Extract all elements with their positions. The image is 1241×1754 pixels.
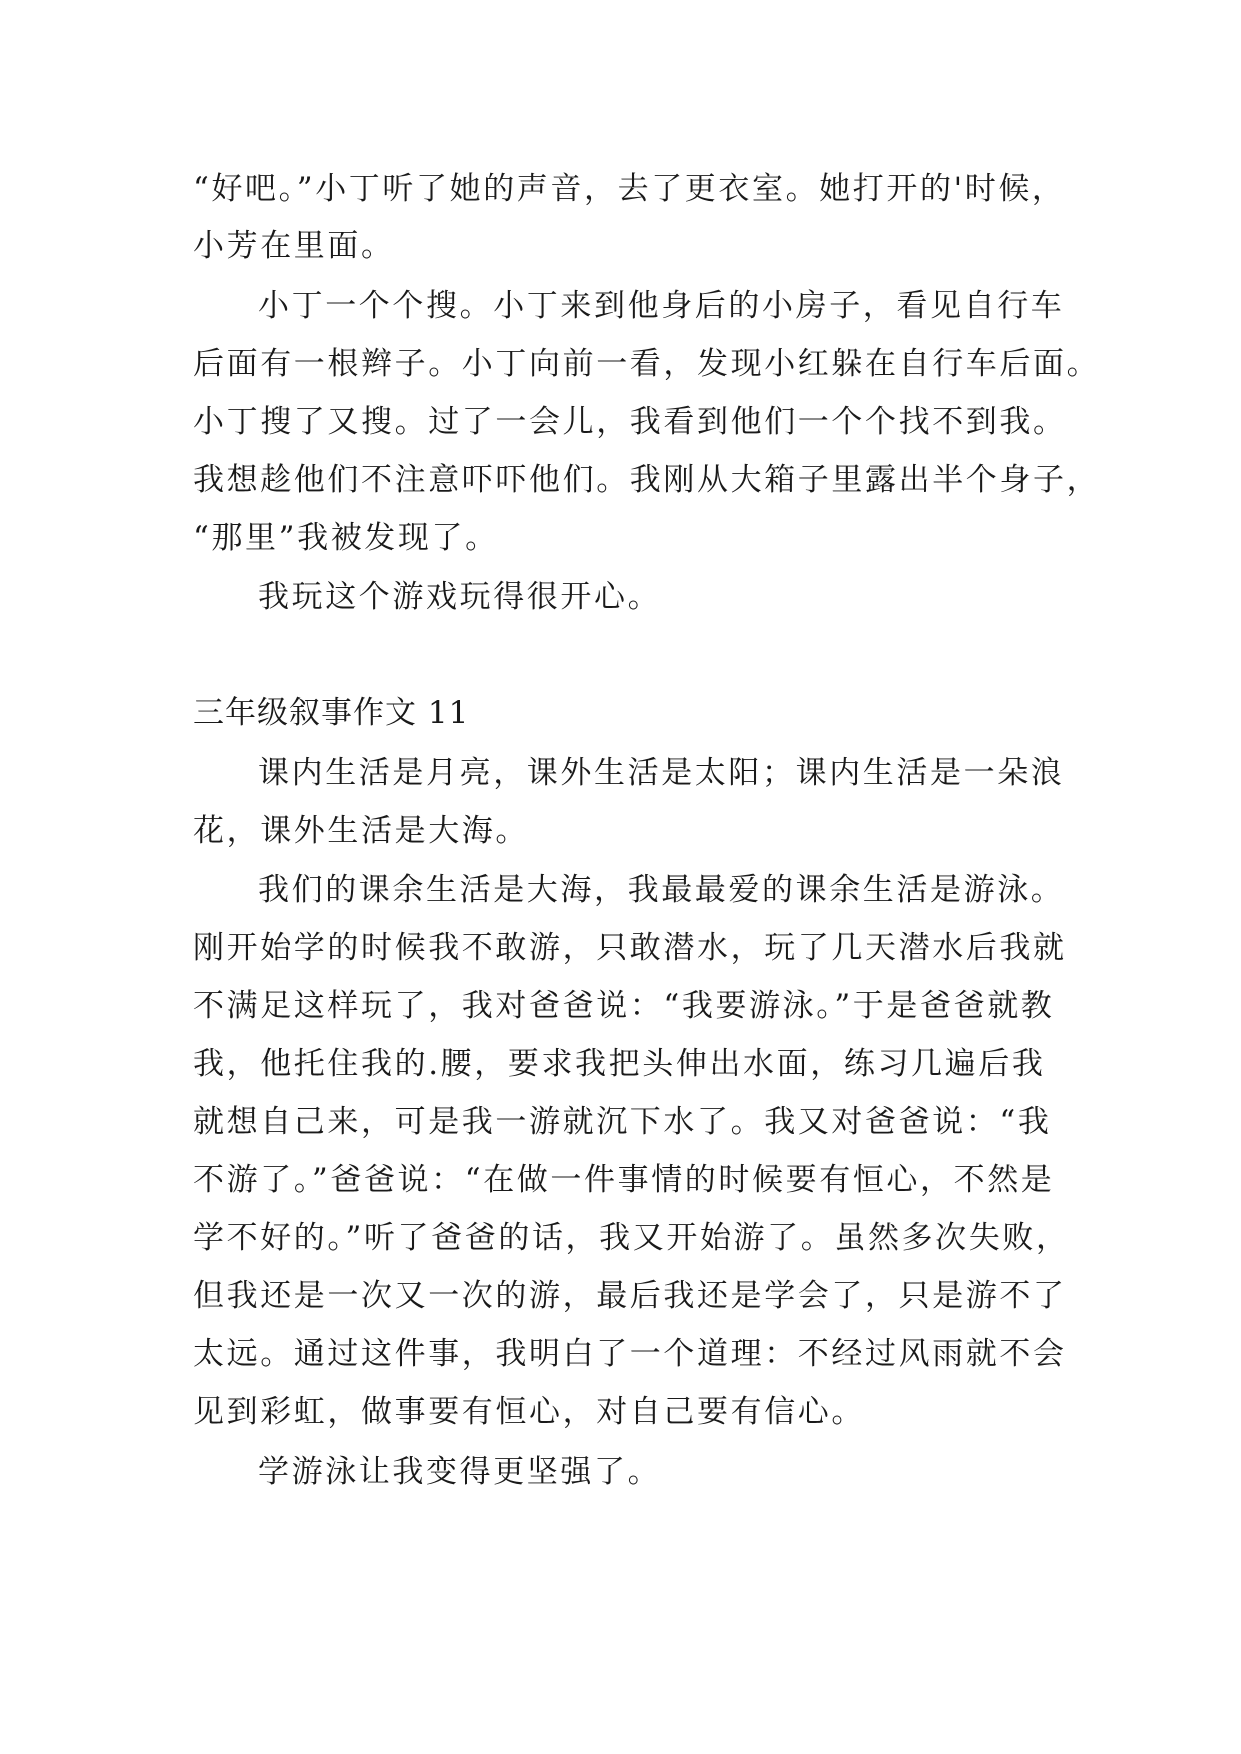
paragraph-first-line: 我玩这个游戏玩得很开心。 xyxy=(258,579,662,615)
text-line: 不游了。”爸爸说：“在做一件事情的时候要有恒心，不然是 xyxy=(193,1162,1055,1198)
text-line: 见到彩虹，做事要有恒心，对自己要有信心。 xyxy=(193,1394,865,1430)
text-line: 小丁搜了又搜。过了一会儿，我看到他们一个个找不到我。 xyxy=(193,404,1067,440)
text-line: 我想趁他们不注意吓吓他们。我刚从大箱子里露出半个身子， xyxy=(193,462,1101,498)
paragraph-first-line: 小丁一个个搜。小丁来到他身后的小房子，看见自行车 xyxy=(258,288,1065,324)
text-line: 太远。通过这件事，我明白了一个道理：不经过风雨就不会 xyxy=(193,1336,1067,1372)
paragraph-first-line: 学游泳让我变得更坚强了。 xyxy=(258,1454,662,1490)
text-line: 我，他托住我的.腰，要求我把头伸出水面，练习几遍后我 xyxy=(193,1046,1046,1082)
text-line: 花，课外生活是大海。 xyxy=(193,813,529,849)
text-line: 学不好的。”听了爸爸的话，我又开始游了。虽然多次失败， xyxy=(193,1220,1070,1256)
text-line: “好吧。”小丁听了她的声音，去了更衣室。她打开的'时候， xyxy=(193,171,1066,207)
text-line: 就想自己来，可是我一游就沉下水了。我又对爸爸说：“我 xyxy=(193,1104,1052,1140)
text-line: 后面有一根辫子。小丁向前一看，发现小红躲在自行车后面。 xyxy=(193,346,1101,382)
text-line: 但我还是一次又一次的游，最后我还是学会了，只是游不了 xyxy=(193,1278,1067,1314)
text-line: “那里”我被发现了。 xyxy=(193,520,499,556)
section-heading: 三年级叙事作文 11 xyxy=(193,695,470,731)
paragraph-first-line: 我们的课余生活是大海，我最最爱的课余生活是游泳。 xyxy=(258,872,1065,908)
paragraph-first-line: 课内生活是月亮，课外生活是太阳；课内生活是一朵浪 xyxy=(258,755,1065,791)
text-line: 小芳在里面。 xyxy=(193,228,395,264)
text-line: 不满足这样玩了，我对爸爸说：“我要游泳。”于是爸爸就教 xyxy=(193,988,1055,1024)
text-line: 刚开始学的时候我不敢游，只敢潜水，玩了几天潜水后我就 xyxy=(193,930,1067,966)
